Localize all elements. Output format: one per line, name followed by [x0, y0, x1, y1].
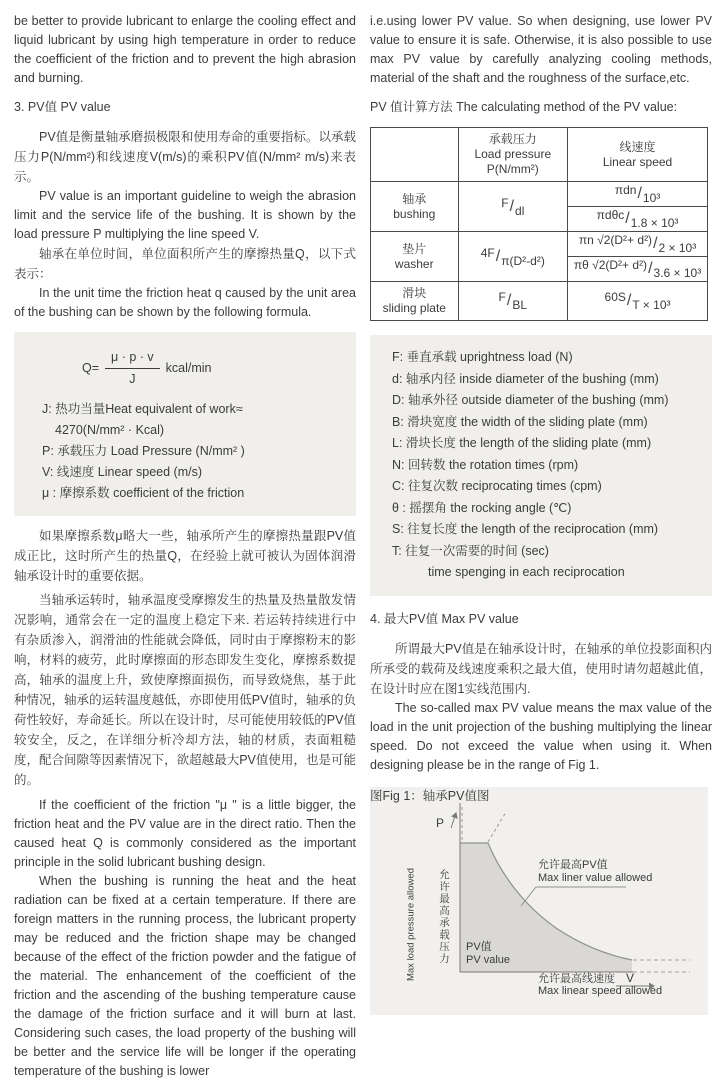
formula-def-p: P: 承载压力 Load Pressure (N/mm² )	[42, 444, 245, 458]
figure-pv-chart	[370, 787, 708, 1015]
formula-def-v: V: 线速度 Linear speed (m/s)	[42, 465, 203, 479]
formula-def-j-value: 4270(N/mm² · Kcal)	[55, 423, 165, 437]
paragraph-zh-friction-heat: 轴承在单位时间，单位面积所产生的摩擦热量Q，以下式表示：	[14, 247, 356, 281]
section-heading-calculating-method: PV 值计算方法 The calculating method of the PV value:	[370, 100, 678, 114]
header-load-pressure: 承载压力 Load pressure P(N/mm²)	[458, 128, 568, 182]
paragraph-intro: be better to provide lubricant to enlarge the cooling effect and liquid lubricant by using high temperature in order to reduce the coefficient of the friction and to prevent the high abrasion and burning.	[14, 14, 356, 85]
right-column	[370, 12, 712, 997]
formula-box	[14, 332, 356, 516]
definition-item: D: 轴承外径 outside diameter of the bushing (mm)	[392, 393, 669, 407]
cell-bushing-speed-1: πdn/ 10³	[568, 182, 708, 207]
paragraph-zh-friction-coefficient: 如果摩擦系数μ略大一些，轴承所产生的摩擦热量跟PV值成正比，这时所产生的热量Q，在经验上就可被认为固体润滑轴承设计时的重要依据。	[14, 529, 356, 583]
paragraph-zh-pv-definition: PV值是衡量轴承磨损极限和使用寿命的重要指标。以承载压力P(N/mm²)和线速度V(m/s)的乘积PV值(N/mm² m/s)来表示。	[14, 130, 356, 184]
formula-lhs: Q=	[82, 360, 100, 375]
paragraph-zh-bearing-running: 当轴承运转时，轴承温度受摩擦发生的热量及热量散发情况影响，通常会在一定的温度上稳定下来. 若运转持续进行中有杂质渗入，润滑油的性能就会降低，同时由于摩擦粉末的影响，材料的疲劳，此时摩擦面的形态即发生变化，摩擦系数提高，轴承的温度上升，致使摩擦面损伤，而导致烧焦，基于此种情况，轴承的运转温度越低，亦即使用低PV值时，轴承的负荷性较好，寿命延长。所以在设计时，尽可能使用较低的PV值较安全，反之，在详细分析冷却方法，轴的材质，表面粗糙度，配合间隙等因素情况下，欲超越最大PV值使用，也是可能的。	[14, 593, 356, 787]
paragraph-en-max-pv: The so-called max PV value means the max value of the load in the unit projection of the bushing multiplying the linear speed. Do not exceed the value when using it. When designing please be in the range of Fig 1.	[370, 700, 712, 772]
figure-max-pv-label-zh: 允许最高PV值	[538, 858, 608, 871]
symbol-definitions-box	[370, 335, 712, 596]
figure-pv-value-label-zh: PV值	[466, 940, 492, 953]
formula-fraction	[105, 348, 160, 389]
section-heading-max-pv: 4. 最大PV值 Max PV value	[370, 611, 519, 626]
formula-numerator: μ · p · v	[105, 348, 160, 369]
definition-item: F: 垂直承载 uprightness load (N)	[392, 350, 573, 364]
header-empty-cell	[371, 128, 459, 182]
cell-bushing-speed-2: πdθc/ 1.8 × 10³	[568, 207, 708, 232]
row-label-washer: 垫片 washer	[371, 232, 459, 282]
paragraph-en-friction-coefficient: If the coefficient of the friction "μ " is a little bigger, the friction heat and the PV value are in the direct ratio. Then the caused heat Q is commonly considered as the important principle in the solid lubricant bushing design.	[14, 798, 356, 869]
formula-def-j: J: 热功当量Heat equivalent of work≈	[42, 402, 243, 416]
table-row-bushing	[371, 182, 708, 207]
table-row-washer	[371, 232, 708, 257]
section-heading-pv-value: 3. PV值 PV value	[14, 100, 111, 114]
definition-item: d: 轴承内径 inside diameter of the bushing (mm)	[392, 371, 659, 386]
figure-y-axis-label-en: Max load pressure allowed	[405, 867, 417, 981]
table-row-sliding-plate	[371, 282, 708, 321]
paragraph-en-pv-definition: PV value is an important guideline to weigh the abrasion limit and the service life of the bushing. It is shown by the load pressure P multiplying the line speed V.	[14, 189, 356, 241]
paragraph-en-friction-heat: In the unit time the friction heat q caused by the unit area of the bushing can be shown by the following formula.	[14, 286, 356, 319]
cell-bushing-pressure: F/ dl	[458, 182, 568, 232]
formula-def-mu: μ : 摩擦系数 coefficient of the friction	[42, 486, 245, 500]
definition-item: S: 往复长度 the length of the reciprocation (mm)	[392, 522, 659, 536]
cell-plate-speed: 60S/ T × 10³	[568, 282, 708, 321]
left-column	[14, 12, 356, 1078]
cell-washer-speed-2: πθ √2(D²+ d²)/ 3.6 × 10³	[568, 257, 708, 282]
table-header-row	[371, 128, 708, 182]
figure-p-axis-label: P	[436, 815, 445, 830]
definition-item: N: 回转数 the rotation times (rpm)	[392, 457, 579, 472]
figure-max-pv-label-en: Max liner value allowed	[538, 871, 653, 884]
cell-plate-pressure: F/ BL	[458, 282, 568, 321]
definition-item: B: 滑块宽度 the width of the sliding plate (mm)	[392, 414, 648, 429]
formula-denominator: J	[129, 372, 136, 386]
figure-max-speed-label-zh: 允许最高线速度	[538, 972, 615, 985]
figure-caption: 图Fig 1：轴承PV值图	[370, 788, 490, 803]
figure-v-axis-label: V	[626, 970, 635, 985]
header-linear-speed: 线速度 Linear speed	[568, 128, 708, 182]
figure-y-axis-label-zh: 允许最高承载压力	[438, 868, 450, 965]
paragraph-continuation: i.e.using lower PV value. So when designing, use lower PV value to ensure it is safe. Otherwise, it is also possible to use max PV value by carefully analyzing cooling methods, material of the shaft and the roughness of the surface,etc.	[370, 14, 712, 85]
paragraph-en-bushing-running: When the bushing is running the heat and the heat radiation can be fixed at a certain temperature. If there are foreign matters in the running process, the lubricant property may be reduced and the friction shape may be changed because of the effect of the friction powder and the fatigue of the material. The enhancement of the coefficient of the friction and the ascending of the bushing temperature cause the damage of the friction surface and it will burn at last. Considering such cases, the load property of the bushing will be better and the service life will be longer if the operating temperature of the bushing is lower	[14, 874, 356, 1078]
formula-q-equation	[82, 348, 342, 389]
definition-item-continuation: time spenging in each reciprocation	[428, 565, 625, 579]
figure-pv-value-label-en: PV value	[466, 953, 511, 966]
pv-calculation-table	[370, 127, 708, 321]
paragraph-zh-max-pv: 所谓最大PV值是在轴承设计时，在轴承的单位投影面积内所承受的载荷及线速度乘积之最大值，使用时请勿超越此值，在设计时应在图1实线范围内.	[370, 641, 712, 696]
figure-max-speed-label-en: Max linear speed allowed	[538, 984, 663, 997]
formula-unit: kcal/min	[165, 360, 212, 375]
cell-washer-pressure: 4F/ π(D²-d²)	[458, 232, 568, 282]
definition-item: T: 往复一次需要的时间 (sec)	[392, 543, 549, 558]
row-label-sliding-plate: 滑块 sliding plate	[371, 282, 459, 321]
definition-item: C: 往复次数 reciprocating times (cpm)	[392, 479, 602, 493]
definition-item: θ : 摇摆角 the rocking angle (℃)	[392, 500, 572, 515]
definition-item: L: 滑块长度 the length of the sliding plate (mm)	[392, 436, 652, 450]
cell-washer-speed-1: πn √2(D²+ d²)/ 2 × 10³	[568, 232, 708, 257]
row-label-bushing: 轴承 bushing	[371, 182, 459, 232]
